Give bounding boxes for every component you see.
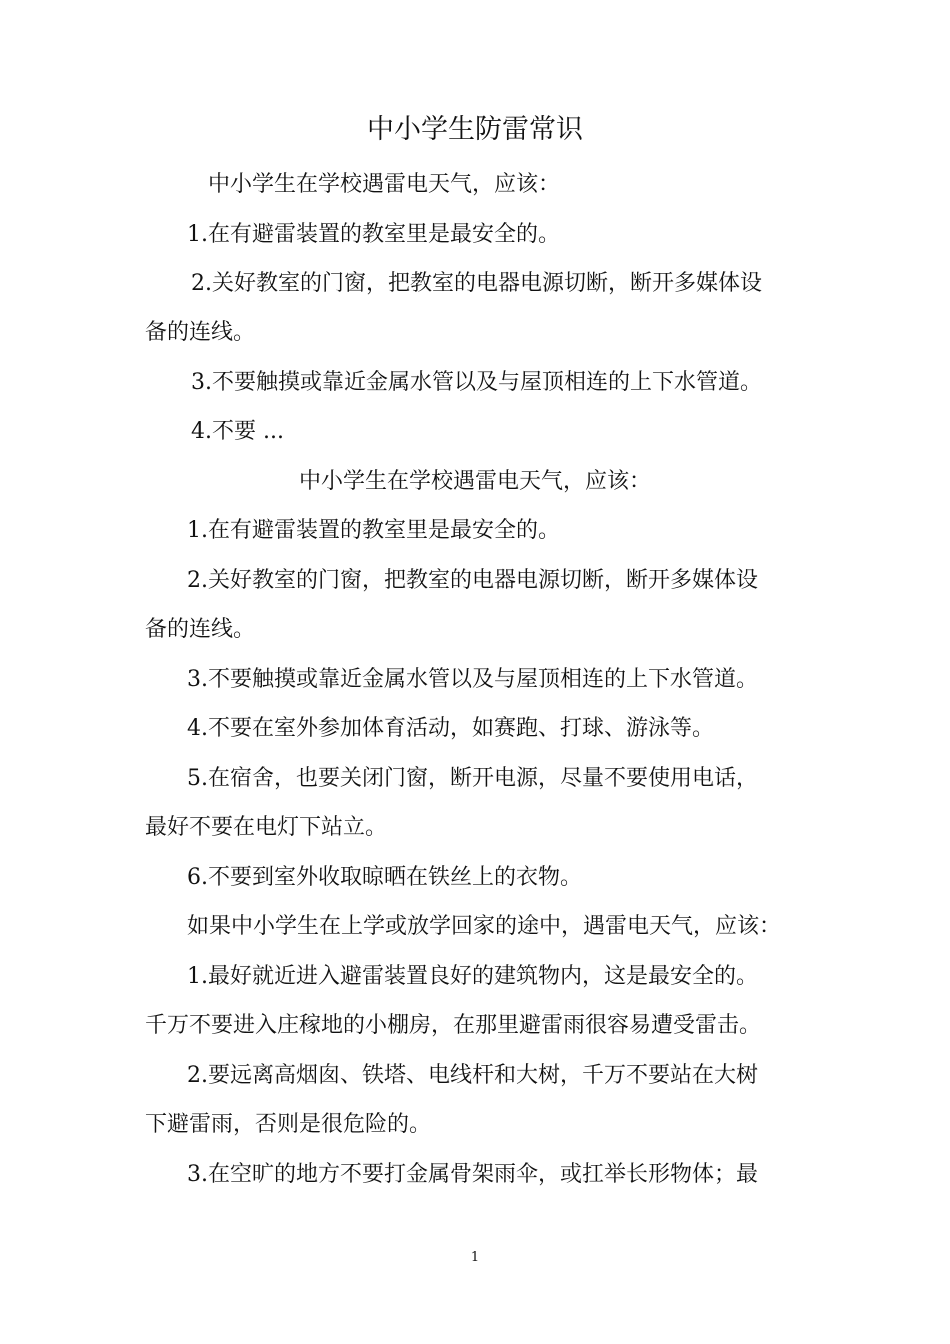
document-title: 中小学生防雷常识 [367,114,583,145]
text-line: 6.不要到室外收取晾晒在铁丝上的衣物。 [187,865,582,890]
text-line: 5.在宿舍，也要关闭门窗，断开电源，尽量不要使用电话， [187,766,758,791]
text-line: 2.关好教室的门窗，把教室的电器电源切断，断开多媒体设 [191,271,762,296]
page-number: 1 [470,1250,480,1265]
text-line: 备的连线。 [145,320,256,345]
text-line: 如果中小学生在上学或放学回家的途中，遇雷电天气，应该： [187,914,782,939]
text-line: 4.不要 ... [191,419,284,444]
text-line: 3.不要触摸或靠近金属水管以及与屋顶相连的上下水管道。 [191,370,762,395]
text-line: 3.不要触摸或靠近金属水管以及与屋顶相连的上下水管道。 [187,667,758,692]
text-line: 4.不要在室外参加体育活动，如赛跑、打球、游泳等。 [187,716,714,741]
text-line: 最好不要在电灯下站立。 [145,815,388,840]
section-heading: 中小学生在学校遇雷电天气，应该： [298,469,651,494]
text-line: 1.在有避雷装置的教室里是最安全的。 [187,222,560,247]
text-line: 1.最好就近进入避雷装置良好的建筑物内，这是最安全的。 [187,964,758,989]
text-line: 下避雷雨，否则是很危险的。 [145,1112,432,1137]
text-line: 中小学生在学校遇雷电天气，应该： [208,172,561,197]
text-line: 2.关好教室的门窗，把教室的电器电源切断，断开多媒体设 [187,568,758,593]
text-line: 2.要远离高烟囱、铁塔、电线杆和大树，千万不要站在大树 [187,1063,758,1088]
text-line: 3.在空旷的地方不要打金属骨架雨伞，或扛举长形物体；最 [187,1162,758,1187]
text-line: 千万不要进入庄稼地的小棚房，在那里避雷雨很容易遭受雷击。 [145,1013,762,1038]
text-line: 1.在有避雷装置的教室里是最安全的。 [187,518,560,543]
text-line: 备的连线。 [145,617,256,642]
